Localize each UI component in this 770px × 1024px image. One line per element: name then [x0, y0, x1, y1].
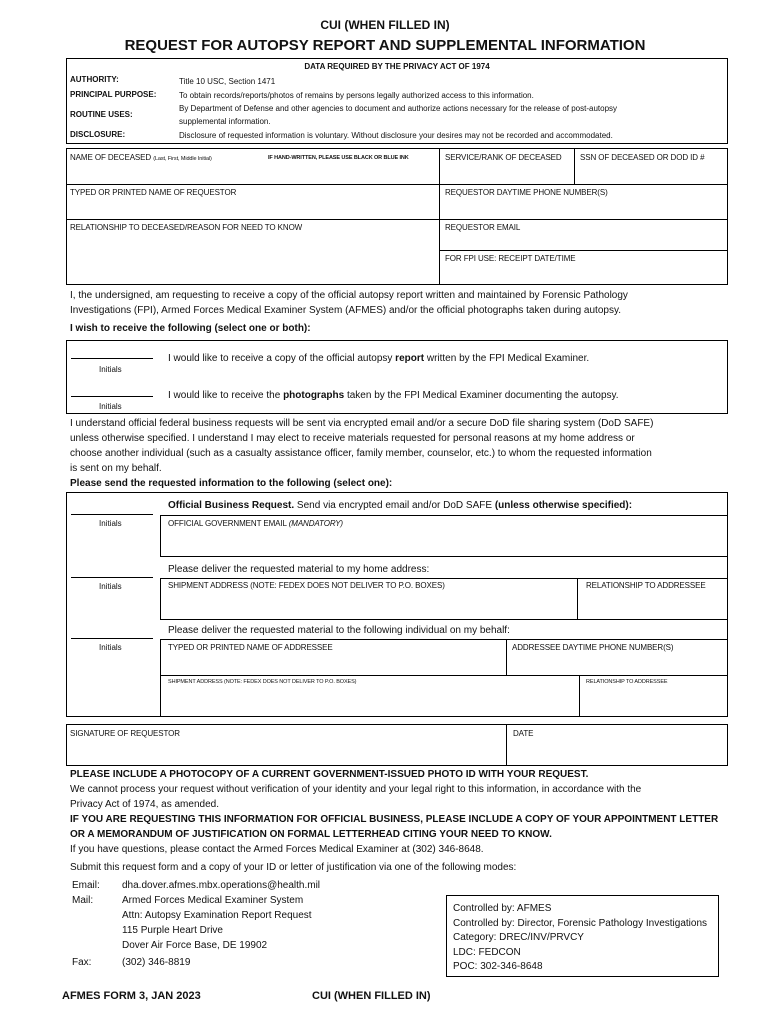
option-report-bold: report	[395, 353, 425, 364]
option-photographs-bold: photographs	[283, 390, 345, 401]
initials-label: Initials	[99, 643, 122, 652]
option-report	[168, 351, 589, 366]
request-intro-line-2: Investigations (FPI), Armed Forces Medical Examiner System (AFMES) and/or the official photographs taken during autopsy.	[70, 305, 621, 316]
signature-label: SIGNATURE OF REQUESTOR	[70, 729, 180, 738]
photo-id-notice: PLEASE INCLUDE A PHOTOCOPY OF A CURRENT GOVERNMENT-ISSUED PHOTO ID WITH YOUR REQUEST.	[70, 769, 589, 780]
relationship-addressee-label: RELATIONSHIP TO ADDRESSEE	[586, 581, 706, 590]
ssn-label: SSN OF DECEASED OR DOD ID #	[580, 153, 705, 162]
photos-initials-line[interactable]	[71, 396, 153, 397]
mail-label: Mail:	[72, 895, 94, 906]
mail-line-3: 115 Purple Heart Drive	[122, 925, 223, 936]
request-intro-line-1: I, the undersigned, am requesting to receive a copy of the official autopsy report written and maintained by Forensic Pathology	[70, 290, 628, 301]
form-number: AFMES FORM 3, JAN 2023	[62, 990, 201, 1002]
option-photographs-post: taken by the FPI Medical Examiner documenting the autopsy.	[344, 390, 619, 401]
privacy-act-heading: DATA REQUIRED BY THE PRIVACY ACT OF 1974	[304, 62, 490, 71]
initials-label: Initials	[99, 402, 122, 411]
control-line-2: Controlled by: Director, Forensic Pathology Investigations	[453, 918, 708, 929]
requestor-email-label: REQUESTOR EMAIL	[445, 223, 521, 232]
initials-label: Initials	[99, 582, 122, 591]
understand-line-2: unless otherwise specified. I understand I may elect to receive materials requested for personal reasons at my home address or	[70, 433, 635, 444]
deceased-name-sub: (Last, First, Middle Initial)	[153, 156, 212, 162]
official-notice-line-2: OR A MEMORANDUM OF JUSTIFICATION ON FORMAL LETTERHEAD CITING YOUR NEED TO KNOW.	[70, 829, 552, 840]
send-heading: Please send the requested information to the following (select one):	[70, 478, 393, 489]
official-email-note: (MANDATORY)	[288, 519, 343, 528]
verify-line-2: Privacy Act of 1974, as amended.	[70, 799, 219, 810]
initials-label: Initials	[99, 365, 122, 374]
date-label: DATE	[513, 729, 534, 738]
verify-line-1: We cannot process your request without verification of your identity and your legal right to this information, in accordance with the	[70, 784, 642, 795]
option-report-pre: I would like to receive a copy of the official autopsy	[168, 353, 396, 364]
official-email-text: OFFICIAL GOVERNMENT EMAIL	[168, 519, 289, 528]
routine-uses-text-1: By Department of Defense and other agencies to document and authorize actions necessary for the release of post-autopsy	[179, 104, 618, 113]
option-photographs	[168, 388, 619, 403]
ssn-divider	[574, 148, 575, 184]
addressee-phone-label: ADDRESSEE DAYTIME PHONE NUMBER(S)	[512, 643, 674, 652]
fax-value: (302) 346-8819	[122, 957, 191, 968]
shipment-address-label: SHIPMENT ADDRESS (NOTE: FEDEX DOES NOT DELIVER TO P.O. BOXES)	[168, 581, 445, 590]
deceased-name-field[interactable]	[68, 166, 436, 182]
fpi-use-label: FOR FPI USE: RECEIPT DATE/TIME	[445, 254, 576, 263]
control-line-4: LDC: FEDCON	[453, 947, 521, 958]
addressee-shipment-label: SHIPMENT ADDRESS (NOTE: FEDEX DOES NOT DELIVER TO P.O. BOXES)	[168, 679, 357, 685]
control-line-1: Controlled by: AFMES	[453, 903, 552, 914]
official-mid: Send via encrypted email and/or DoD SAFE	[294, 500, 495, 511]
control-line-5: POC: 302-346-8648	[453, 961, 543, 972]
other-initials-line[interactable]	[71, 638, 153, 639]
submit-line: Submit this request form and a copy of your ID or letter of justification via one of the following modes:	[70, 862, 517, 873]
understand-line-1: I understand official federal business requests will be sent via encrypted email and/or a secure DoD file sharing system (DoD SAFE)	[70, 418, 654, 429]
understand-line-4: is sent on my behalf.	[70, 463, 162, 474]
form-title: REQUEST FOR AUTOPSY REPORT AND SUPPLEMENTAL INFORMATION	[124, 37, 646, 54]
service-rank-field[interactable]	[441, 166, 571, 182]
official-notice-line-1: IF YOU ARE REQUESTING THIS INFORMATION FOR OFFICIAL BUSINESS, PLEASE INCLUDE A COPY OF YOUR APPOINTMENT LETTER	[70, 814, 719, 825]
relationship-label: RELATIONSHIP TO DECEASED/REASON FOR NEED TO KNOW	[70, 223, 303, 232]
requestor-name-label: TYPED OR PRINTED NAME OF REQUESTOR	[70, 188, 237, 197]
official-email-label	[168, 519, 343, 528]
official-bold-2: (unless otherwise specified):	[494, 500, 633, 511]
row-divider	[66, 184, 728, 185]
relationship-field[interactable]	[68, 236, 436, 283]
ssn-field[interactable]	[576, 166, 726, 182]
control-line-3: Category: DREC/INV/PRVCY	[453, 932, 584, 943]
deceased-name-label	[70, 153, 212, 162]
deceased-name-text: NAME OF DECEASED	[70, 153, 152, 162]
requestor-phone-label: REQUESTOR DAYTIME PHONE NUMBER(S)	[445, 188, 608, 197]
home-address-option: Please deliver the requested material to my home address:	[168, 564, 430, 575]
authority-label: AUTHORITY:	[70, 75, 119, 84]
wish-heading: I wish to receive the following (select one or both):	[70, 323, 311, 334]
routine-uses-text-2: supplemental information.	[179, 117, 271, 126]
official-bold: Official Business Request.	[168, 500, 295, 511]
home-initials-line[interactable]	[71, 577, 153, 578]
cui-footer: CUI (WHEN FILLED IN)	[312, 990, 431, 1002]
official-initials-line[interactable]	[71, 514, 153, 515]
option-report-post: written by the FPI Medical Examiner.	[424, 353, 590, 364]
purpose-text: To obtain records/reports/photos of remains by persons legally authorized access to this information.	[179, 91, 534, 100]
disclosure-text: Disclosure of requested information is voluntary. Without disclosure your desires may not be recorded and accommodated.	[179, 131, 613, 140]
routine-uses-label: ROUTINE USES:	[70, 110, 133, 119]
row-divider	[66, 219, 728, 220]
service-rank-label: SERVICE/RANK OF DECEASED	[445, 153, 562, 162]
other-individual-option: Please deliver the requested material to the following individual on my behalf:	[168, 625, 510, 636]
requestor-phone-field[interactable]	[441, 200, 726, 217]
requestor-name-field[interactable]	[68, 200, 436, 217]
mail-line-2: Attn: Autopsy Examination Report Request	[122, 910, 312, 921]
grid-divider	[439, 148, 440, 285]
mail-line-4: Dover Air Force Base, DE 19902	[122, 940, 268, 951]
disclosure-label: DISCLOSURE:	[70, 130, 126, 139]
row-divider	[439, 250, 728, 251]
official-business-request	[168, 498, 632, 513]
addressee-relationship-label: RELATIONSHIP TO ADDRESSEE	[586, 679, 668, 685]
authority-text: Title 10 USC, Section 1471	[179, 77, 276, 86]
initials-label: Initials	[99, 519, 122, 528]
option-photographs-pre: I would like to receive the	[168, 390, 284, 401]
fax-label: Fax:	[72, 957, 92, 968]
report-initials-line[interactable]	[71, 358, 153, 359]
date-field[interactable]	[506, 724, 728, 766]
addressee-name-label: TYPED OR PRINTED NAME OF ADDRESSEE	[168, 643, 333, 652]
purpose-label: PRINCIPAL PURPOSE:	[70, 90, 157, 99]
ink-note: IF HAND-WRITTEN, PLEASE USE BLACK OR BLUE INK	[268, 155, 409, 161]
cui-header: CUI (WHEN FILLED IN)	[320, 18, 450, 32]
understand-line-3: choose another individual (such as a casualty assistance officer, family member, counselor, etc.) to whom the requested information	[70, 448, 652, 459]
mail-line-1: Armed Forces Medical Examiner System	[122, 895, 304, 906]
questions-line: If you have questions, please contact the Armed Forces Medical Examiner at (302) 346-8648.	[70, 844, 484, 855]
email-label: Email:	[72, 880, 100, 891]
email-value[interactable]: dha.dover.afmes.mbx.operations@health.mil	[122, 880, 321, 891]
requestor-email-field[interactable]	[441, 235, 726, 249]
